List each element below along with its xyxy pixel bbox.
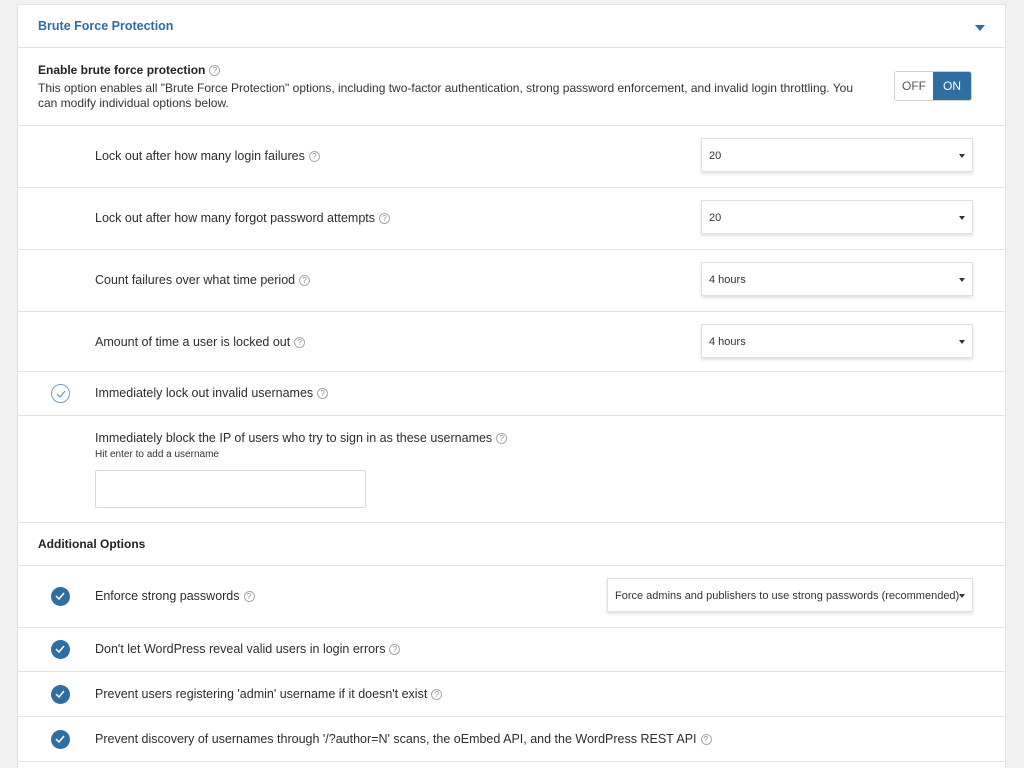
question-circle-icon[interactable]: ? — [317, 388, 328, 399]
setting-label-wrap — [95, 211, 390, 225]
setting-label-wrap — [95, 335, 305, 349]
prevent-admin-row — [18, 672, 1005, 717]
check-circle-icon[interactable] — [51, 730, 70, 749]
block-ip-hint: Hit enter to add a username — [95, 449, 219, 460]
option-label-wrap — [95, 642, 400, 656]
setting-label: Lock out after how many login failures — [95, 149, 305, 163]
chevron-down-icon — [959, 594, 965, 598]
setting-row-time-period — [18, 250, 1005, 312]
question-circle-icon[interactable]: ? — [496, 433, 507, 444]
setting-row-forgot-password — [18, 188, 1005, 250]
option-label: Prevent discovery of usernames through '/?author=N' scans, the oEmbed API, and the WordPress REST API — [95, 732, 697, 746]
block-ip-label: Immediately block the IP of users who try to sign in as these usernames — [95, 431, 493, 445]
select-value: 20 — [709, 150, 722, 162]
option-label-wrap — [95, 732, 712, 746]
section-title: Additional Options — [38, 537, 146, 551]
select-value: Force admins and publishers to use strong passwords (recommended) — [615, 590, 960, 602]
panel-header[interactable] — [18, 5, 1005, 48]
select-value: 4 hours — [709, 336, 746, 348]
question-circle-icon[interactable]: ? — [431, 689, 442, 700]
prevent-discovery-row — [18, 717, 1005, 762]
chevron-down-icon — [959, 278, 965, 282]
question-circle-icon[interactable]: ? — [309, 151, 320, 162]
check-circle-icon[interactable] — [51, 587, 70, 606]
enable-brute-force-row — [18, 48, 1005, 126]
setting-label: Amount of time a user is locked out — [95, 335, 291, 349]
setting-label: Lock out after how many forgot password attempts — [95, 211, 375, 225]
hide-login-errors-row — [18, 628, 1005, 672]
strong-passwords-select[interactable] — [607, 578, 973, 612]
option-label-wrap — [95, 431, 507, 445]
option-label: Don't let WordPress reveal valid users in login errors — [95, 642, 386, 656]
question-circle-icon[interactable]: ? — [244, 591, 255, 602]
brute-force-panel — [17, 4, 1006, 768]
check-circle-icon[interactable] — [51, 384, 70, 403]
time-period-select[interactable] — [701, 262, 973, 296]
enable-title: Enable brute force protection — [38, 63, 206, 77]
select-value: 4 hours — [709, 274, 746, 286]
login-failures-select[interactable] — [701, 138, 973, 172]
additional-options-header — [18, 523, 1005, 566]
check-circle-icon[interactable] — [51, 640, 70, 659]
question-circle-icon[interactable]: ? — [379, 213, 390, 224]
chevron-down-icon — [959, 154, 965, 158]
question-circle-icon[interactable]: ? — [294, 337, 305, 348]
toggle-off[interactable]: OFF — [895, 72, 933, 100]
toggle-on[interactable]: ON — [933, 72, 971, 100]
option-label: Prevent users registering 'admin' username if it doesn't exist — [95, 687, 428, 701]
enable-description: This option enables all "Brute Force Protection" options, including two-factor authentication, strong password enforcement, and invalid login throttling. You can modify individual options below. — [38, 81, 853, 110]
question-circle-icon[interactable]: ? — [299, 275, 310, 286]
option-label-wrap — [95, 386, 328, 400]
chevron-down-icon — [959, 340, 965, 344]
usernames-input[interactable] — [95, 470, 366, 508]
setting-row-login-failures — [18, 126, 1005, 188]
caret-down-icon[interactable] — [975, 25, 985, 31]
option-label: Immediately lock out invalid usernames — [95, 386, 314, 400]
lockout-time-select[interactable] — [701, 324, 973, 358]
option-label-wrap — [95, 687, 442, 701]
setting-row-lockout-time — [18, 312, 1005, 372]
setting-label: Count failures over what time period — [95, 273, 296, 287]
option-label: Enforce strong passwords — [95, 589, 240, 603]
invalid-usernames-row — [18, 372, 1005, 416]
chevron-down-icon — [959, 216, 965, 220]
select-value: 20 — [709, 212, 722, 224]
question-circle-icon[interactable]: ? — [389, 644, 400, 655]
question-circle-icon[interactable]: ? — [701, 734, 712, 745]
question-circle-icon[interactable]: ? — [209, 65, 220, 76]
strong-passwords-row — [18, 566, 1005, 628]
option-label-wrap — [95, 589, 255, 603]
setting-label-wrap — [95, 149, 320, 163]
brute-force-toggle[interactable] — [894, 71, 972, 101]
setting-label-wrap — [95, 273, 310, 287]
panel-title: Brute Force Protection — [38, 19, 174, 33]
block-ip-row — [18, 416, 1005, 523]
forgot-password-select[interactable] — [701, 200, 973, 234]
check-circle-icon[interactable] — [51, 685, 70, 704]
enable-title-wrap — [38, 63, 220, 77]
